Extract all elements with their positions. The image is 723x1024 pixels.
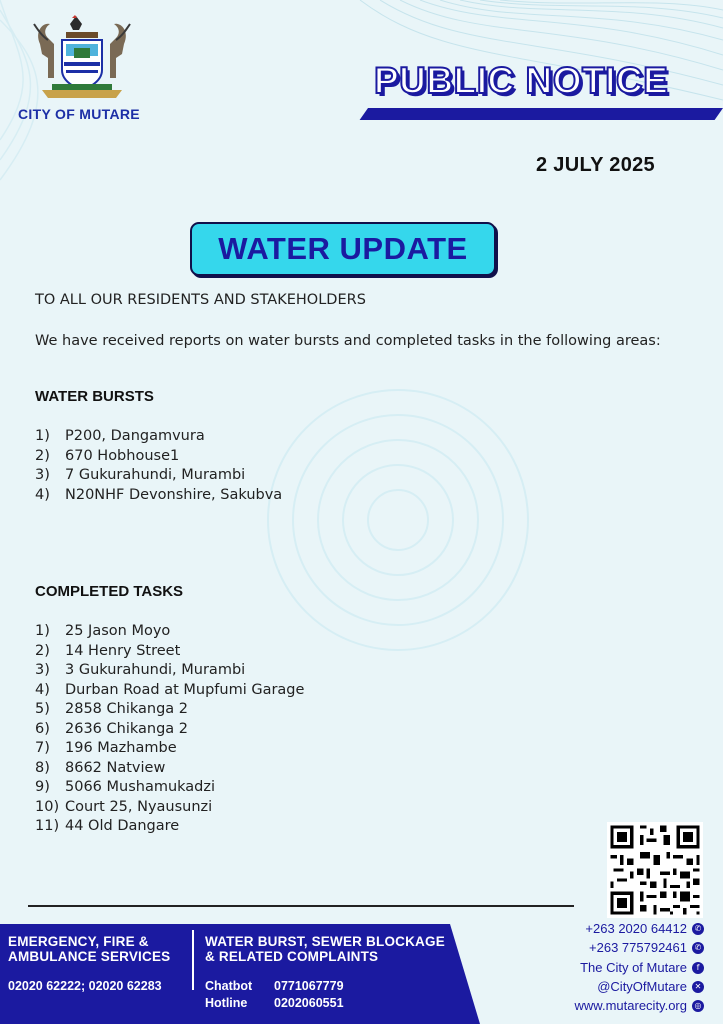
contact-whatsapp[interactable]	[589, 940, 704, 955]
list-text: 2858 Chikanga 2	[65, 701, 188, 717]
public-notice-banner	[368, 58, 708, 120]
list-item	[35, 622, 304, 642]
city-name: CITY OF MUTARE	[18, 106, 140, 122]
water-complaints-heading	[205, 934, 445, 964]
water-heading-line1: WATER BURST, SEWER BLOCKAGE	[205, 934, 445, 949]
completed-tasks-heading: COMPLETED TASKS	[35, 583, 184, 600]
list-text: 5066 Mushamukadzi	[65, 779, 216, 795]
salutation: TO ALL OUR RESIDENTS AND STAKEHOLDERS	[35, 292, 366, 308]
list-number: 8)	[35, 759, 50, 776]
x-icon: ✕	[692, 981, 704, 993]
hotline-number: 0202060551	[274, 996, 344, 1010]
phone-icon: ✆	[692, 923, 704, 935]
contact-text: www.mutarecity.org	[574, 998, 687, 1013]
list-number: 1)	[35, 428, 50, 444]
whatsapp-icon: ✆	[692, 942, 704, 954]
list-number: 5)	[35, 701, 50, 717]
chatbot-number: 0771067779	[274, 979, 344, 993]
contact-facebook[interactable]	[580, 960, 704, 975]
list-text: 8662 Natview	[65, 759, 166, 776]
list-text: 25 Jason Moyo	[65, 623, 171, 639]
list-text: 3 Gukurahundi, Murambi	[65, 662, 246, 678]
contact-phone[interactable]	[585, 921, 704, 936]
contact-text: +263 2020 64412	[585, 921, 687, 936]
completed-tasks-list	[35, 622, 304, 837]
list-item	[35, 681, 304, 701]
list-item	[35, 739, 304, 759]
list-number: 1)	[35, 623, 50, 639]
list-number: 4)	[35, 681, 50, 698]
contact-text: +263 775792461	[589, 940, 687, 955]
list-item	[35, 661, 304, 681]
chatbot-label: Chatbot	[205, 979, 253, 993]
emergency-heading-line2: AMBULANCE SERVICES	[8, 949, 171, 964]
list-item	[35, 447, 282, 467]
list-item	[35, 700, 304, 720]
notice-title: PUBLIC NOTICE	[374, 60, 669, 101]
footer-divider	[192, 930, 194, 990]
list-item	[35, 778, 304, 798]
emergency-numbers: 02020 62222; 02020 62283	[8, 979, 162, 993]
qr-code[interactable]	[607, 822, 703, 918]
water-bursts-heading: WATER BURSTS	[35, 388, 154, 405]
list-number: 7)	[35, 740, 50, 756]
emergency-heading-line1: EMERGENCY, FIRE &	[8, 934, 149, 949]
horizontal-divider	[28, 905, 574, 907]
list-text: 44 Old Dangare	[65, 818, 180, 834]
list-number: 3)	[35, 467, 50, 483]
list-text: 2636 Chikanga 2	[65, 720, 188, 737]
contact-text: The City of Mutare	[580, 960, 687, 975]
hotline-label: Hotline	[205, 996, 248, 1010]
list-number: 2)	[35, 447, 50, 464]
list-item	[35, 466, 282, 486]
list-text: P200, Dangamvura	[65, 428, 205, 444]
list-text: N20NHF Devonshire, Sakubva	[65, 486, 283, 503]
city-coat-of-arms-logo	[22, 14, 142, 102]
list-number: 10)	[35, 798, 60, 815]
list-item	[35, 642, 304, 662]
web-icon: ◎	[692, 1000, 704, 1012]
list-item	[35, 817, 304, 837]
list-text: 196 Mazhambe	[65, 740, 177, 756]
list-number: 6)	[35, 720, 50, 737]
intro-paragraph: We have received reports on water bursts and completed tasks in the following areas:	[35, 333, 661, 349]
notice-underline-bar	[360, 108, 723, 120]
list-text: Durban Road at Mupfumi Garage	[65, 681, 305, 698]
contact-x[interactable]	[597, 979, 704, 994]
notice-date: 2 JULY 2025	[536, 154, 655, 176]
list-item	[35, 798, 304, 818]
list-number: 3)	[35, 662, 50, 678]
list-item	[35, 759, 304, 779]
list-number: 2)	[35, 642, 50, 659]
contact-website[interactable]	[575, 998, 704, 1013]
list-number: 9)	[35, 779, 50, 795]
title-box	[190, 222, 496, 276]
water-heading-line2: & RELATED COMPLAINTS	[205, 949, 379, 964]
list-text: 7 Gukurahundi, Murambi	[65, 467, 246, 483]
list-item	[35, 427, 282, 447]
emergency-heading	[8, 934, 170, 964]
list-text: Court 25, Nyausunzi	[65, 798, 213, 815]
water-bursts-list	[35, 427, 282, 505]
facebook-icon: f	[692, 962, 704, 974]
contact-text: @CityOfMutare	[597, 979, 687, 994]
list-number: 11)	[35, 818, 60, 834]
list-number: 4)	[35, 486, 50, 503]
list-text: 670 Hobhouse1	[65, 447, 180, 464]
list-item	[35, 486, 282, 506]
list-text: 14 Henry Street	[65, 642, 181, 659]
list-item	[35, 720, 304, 740]
page-title: WATER UPDATE	[218, 231, 468, 266]
